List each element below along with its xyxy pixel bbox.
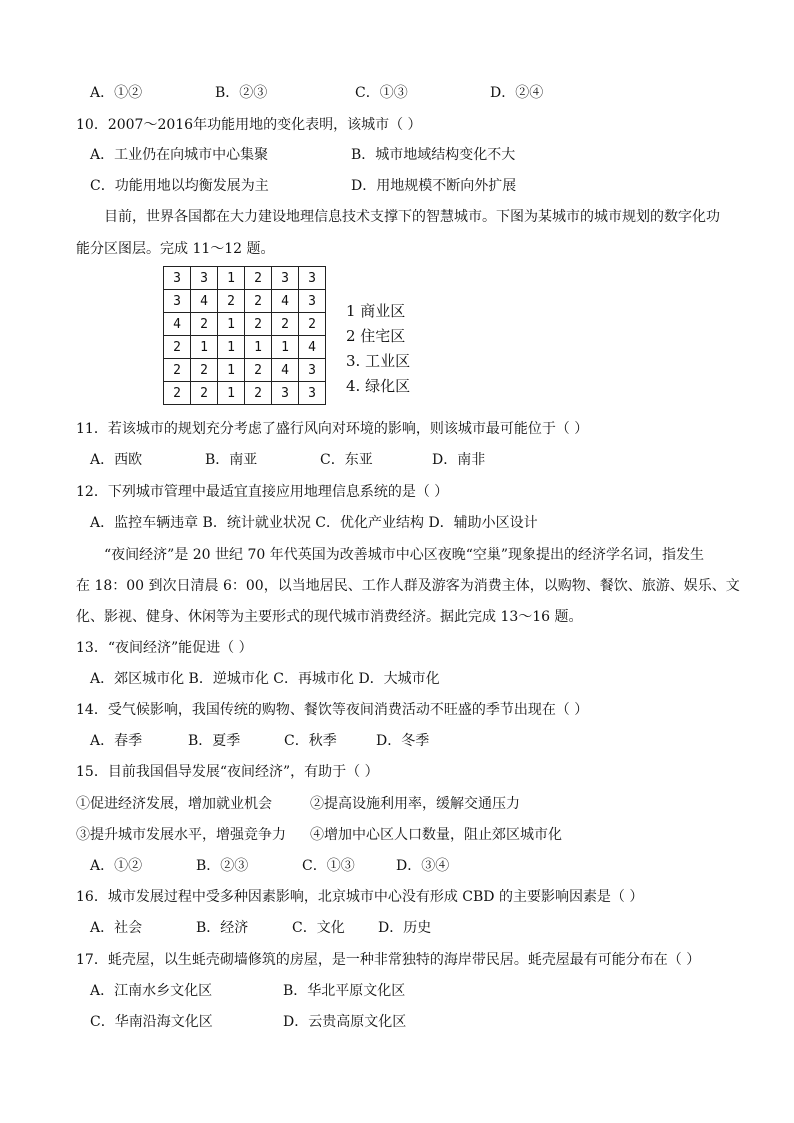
grid-cell: 3 (191, 267, 218, 290)
q16-option-b: B．经济 (196, 920, 249, 936)
q16-option-c: C．文化 (292, 920, 345, 936)
q11-option-a: A．西欧 (90, 452, 143, 468)
q14-option-b: B．夏季 (188, 733, 241, 749)
grid-cell: 3 (299, 267, 326, 290)
q10-option-a: A．工业仍在向城市中心集聚 (90, 147, 269, 163)
q11-option-c: C．东亚 (320, 452, 373, 468)
q16-option-d: D．历史 (378, 920, 432, 936)
grid-cell: 2 (164, 382, 191, 405)
q10-option-c: C．功能用地以均衡发展为主 (90, 178, 269, 194)
passage1-line2: 能分区图层。完成 11～12 题。 (76, 241, 275, 257)
q15-option-d: D．③④ (396, 858, 450, 874)
grid-cell: 2 (299, 313, 326, 336)
q16-stem: 16．城市发展过程中受多种因素影响，北京城市中心没有形成 CBD 的主要影响因素是（ ） (76, 889, 644, 905)
grid-cell: 2 (191, 313, 218, 336)
zoning-grid (163, 266, 326, 405)
q17-stem: 17．蚝壳屋，以生蚝壳砌墙修筑的房屋，是一种非常独特的海岸带民居。蚝壳屋最有可能分布在（ ） (76, 952, 701, 968)
grid-row (164, 267, 326, 290)
grid-cell: 1 (245, 336, 272, 359)
grid-cell: 4 (272, 290, 299, 313)
legend-item-4: 4. 绿化区 (346, 377, 411, 395)
grid-cell: 4 (299, 336, 326, 359)
grid-cell: 2 (191, 359, 218, 382)
grid-cell: 2 (245, 313, 272, 336)
q15-item-2: ②提高设施利用率，缓解交通压力 (310, 796, 520, 812)
grid-cell: 1 (218, 336, 245, 359)
passage2-line3: 化、影视、健身、休闲等为主要形式的现代城市消费经济。据此完成 13～16 题。 (76, 609, 583, 625)
grid-cell: 2 (164, 336, 191, 359)
grid-cell: 2 (191, 382, 218, 405)
grid-cell: 3 (272, 382, 299, 405)
grid-cell: 1 (218, 359, 245, 382)
q15-option-b: B．②③ (196, 858, 249, 874)
q10-stem: 10．2007～2016年功能用地的变化表明，该城市（ ） (76, 117, 422, 133)
q10-option-d: D．用地规模不断向外扩展 (351, 178, 517, 194)
q14-stem: 14．受气候影响，我国传统的购物、餐饮等夜间消费活动不旺盛的季节出现在（ ） (76, 702, 589, 718)
q14-option-d: D．冬季 (376, 733, 430, 749)
q15-option-a: A．①② (90, 858, 143, 874)
q12-options: A．监控车辆违章 B．统计就业状况 C．优化产业结构 D．辅助小区设计 (90, 515, 538, 531)
q14-option-a: A．春季 (90, 733, 143, 749)
q17-option-c: C．华南沿海文化区 (90, 1014, 213, 1030)
grid-row (164, 313, 326, 336)
grid-cell: 1 (272, 336, 299, 359)
grid-cell: 3 (299, 382, 326, 405)
grid-cell: 3 (299, 290, 326, 313)
q13-stem: 13．“夜间经济”能促进（ ） (76, 640, 253, 656)
grid-row (164, 359, 326, 382)
legend-item-3: 3. 工业区 (346, 352, 411, 370)
grid-cell: 2 (164, 359, 191, 382)
grid-cell: 1 (218, 382, 245, 405)
legend-item-1: 1 商业区 (346, 302, 406, 320)
q14-option-c: C．秋季 (284, 733, 337, 749)
passage2-line2: 在 18：00 到次日清晨 6：00，以当地居民、工作人群及游客为消费主体，以购物、餐饮、旅游、娱乐、文 (76, 578, 740, 594)
grid-cell: 2 (272, 313, 299, 336)
grid-row (164, 336, 326, 359)
grid-cell: 2 (245, 382, 272, 405)
grid-cell: 4 (191, 290, 218, 313)
grid-cell: 2 (245, 359, 272, 382)
grid-row (164, 382, 326, 405)
grid-cell: 3 (164, 290, 191, 313)
grid-cell: 3 (164, 267, 191, 290)
q9-option-a: A．①② (90, 85, 143, 101)
grid-cell: 4 (272, 359, 299, 382)
q17-option-a: A．江南水乡文化区 (90, 983, 213, 999)
q9-option-b: B．②③ (215, 85, 268, 101)
q15-item-3: ③提升城市发展水平，增强竞争力 (76, 827, 286, 843)
grid-row (164, 290, 326, 313)
q9-option-d: D．②④ (490, 85, 544, 101)
passage2-line1: “夜间经济”是 20 世纪 70 年代英国为改善城市中心区夜晚“空巢”现象提出的经济学名词，指发生 (104, 547, 705, 563)
grid-cell: 3 (272, 267, 299, 290)
q11-option-d: D．南非 (432, 452, 486, 468)
passage1-line1: 目前，世界各国都在大力建设地理信息技术支撑下的智慧城市。下图为某城市的城市规划的数字化功 (104, 209, 720, 225)
legend-item-2: 2 住宅区 (346, 327, 406, 345)
q15-item-1: ①促进经济发展，增加就业机会 (76, 796, 272, 812)
q17-option-d: D．云贵高原文化区 (283, 1014, 407, 1030)
q9-option-c: C．①③ (355, 85, 408, 101)
grid-cell: 1 (218, 267, 245, 290)
q15-item-4: ④增加中心区人口数量，阻止郊区城市化 (310, 827, 562, 843)
grid-cell: 2 (218, 290, 245, 313)
q11-stem: 11．若该城市的规划充分考虑了盛行风向对环境的影响，则该城市最可能位于（ ） (76, 421, 589, 437)
q15-stem: 15．目前我国倡导发展“夜间经济”，有助于（ ） (76, 764, 379, 780)
grid-cell: 3 (299, 359, 326, 382)
q10-option-b: B．城市地域结构变化不大 (351, 147, 516, 163)
q16-option-a: A．社会 (90, 920, 143, 936)
grid-cell: 2 (245, 290, 272, 313)
grid-cell: 2 (245, 267, 272, 290)
grid-cell: 4 (164, 313, 191, 336)
q13-options: A．郊区城市化 B．逆城市化 C．再城市化 D．大城市化 (90, 671, 440, 687)
grid-cell: 1 (191, 336, 218, 359)
q17-option-b: B．华北平原文化区 (283, 983, 406, 999)
grid-cell: 1 (218, 313, 245, 336)
q11-option-b: B．南亚 (205, 452, 258, 468)
q15-option-c: C．①③ (302, 858, 355, 874)
q12-stem: 12．下列城市管理中最适宜直接应用地理信息系统的是（ ） (76, 484, 449, 500)
